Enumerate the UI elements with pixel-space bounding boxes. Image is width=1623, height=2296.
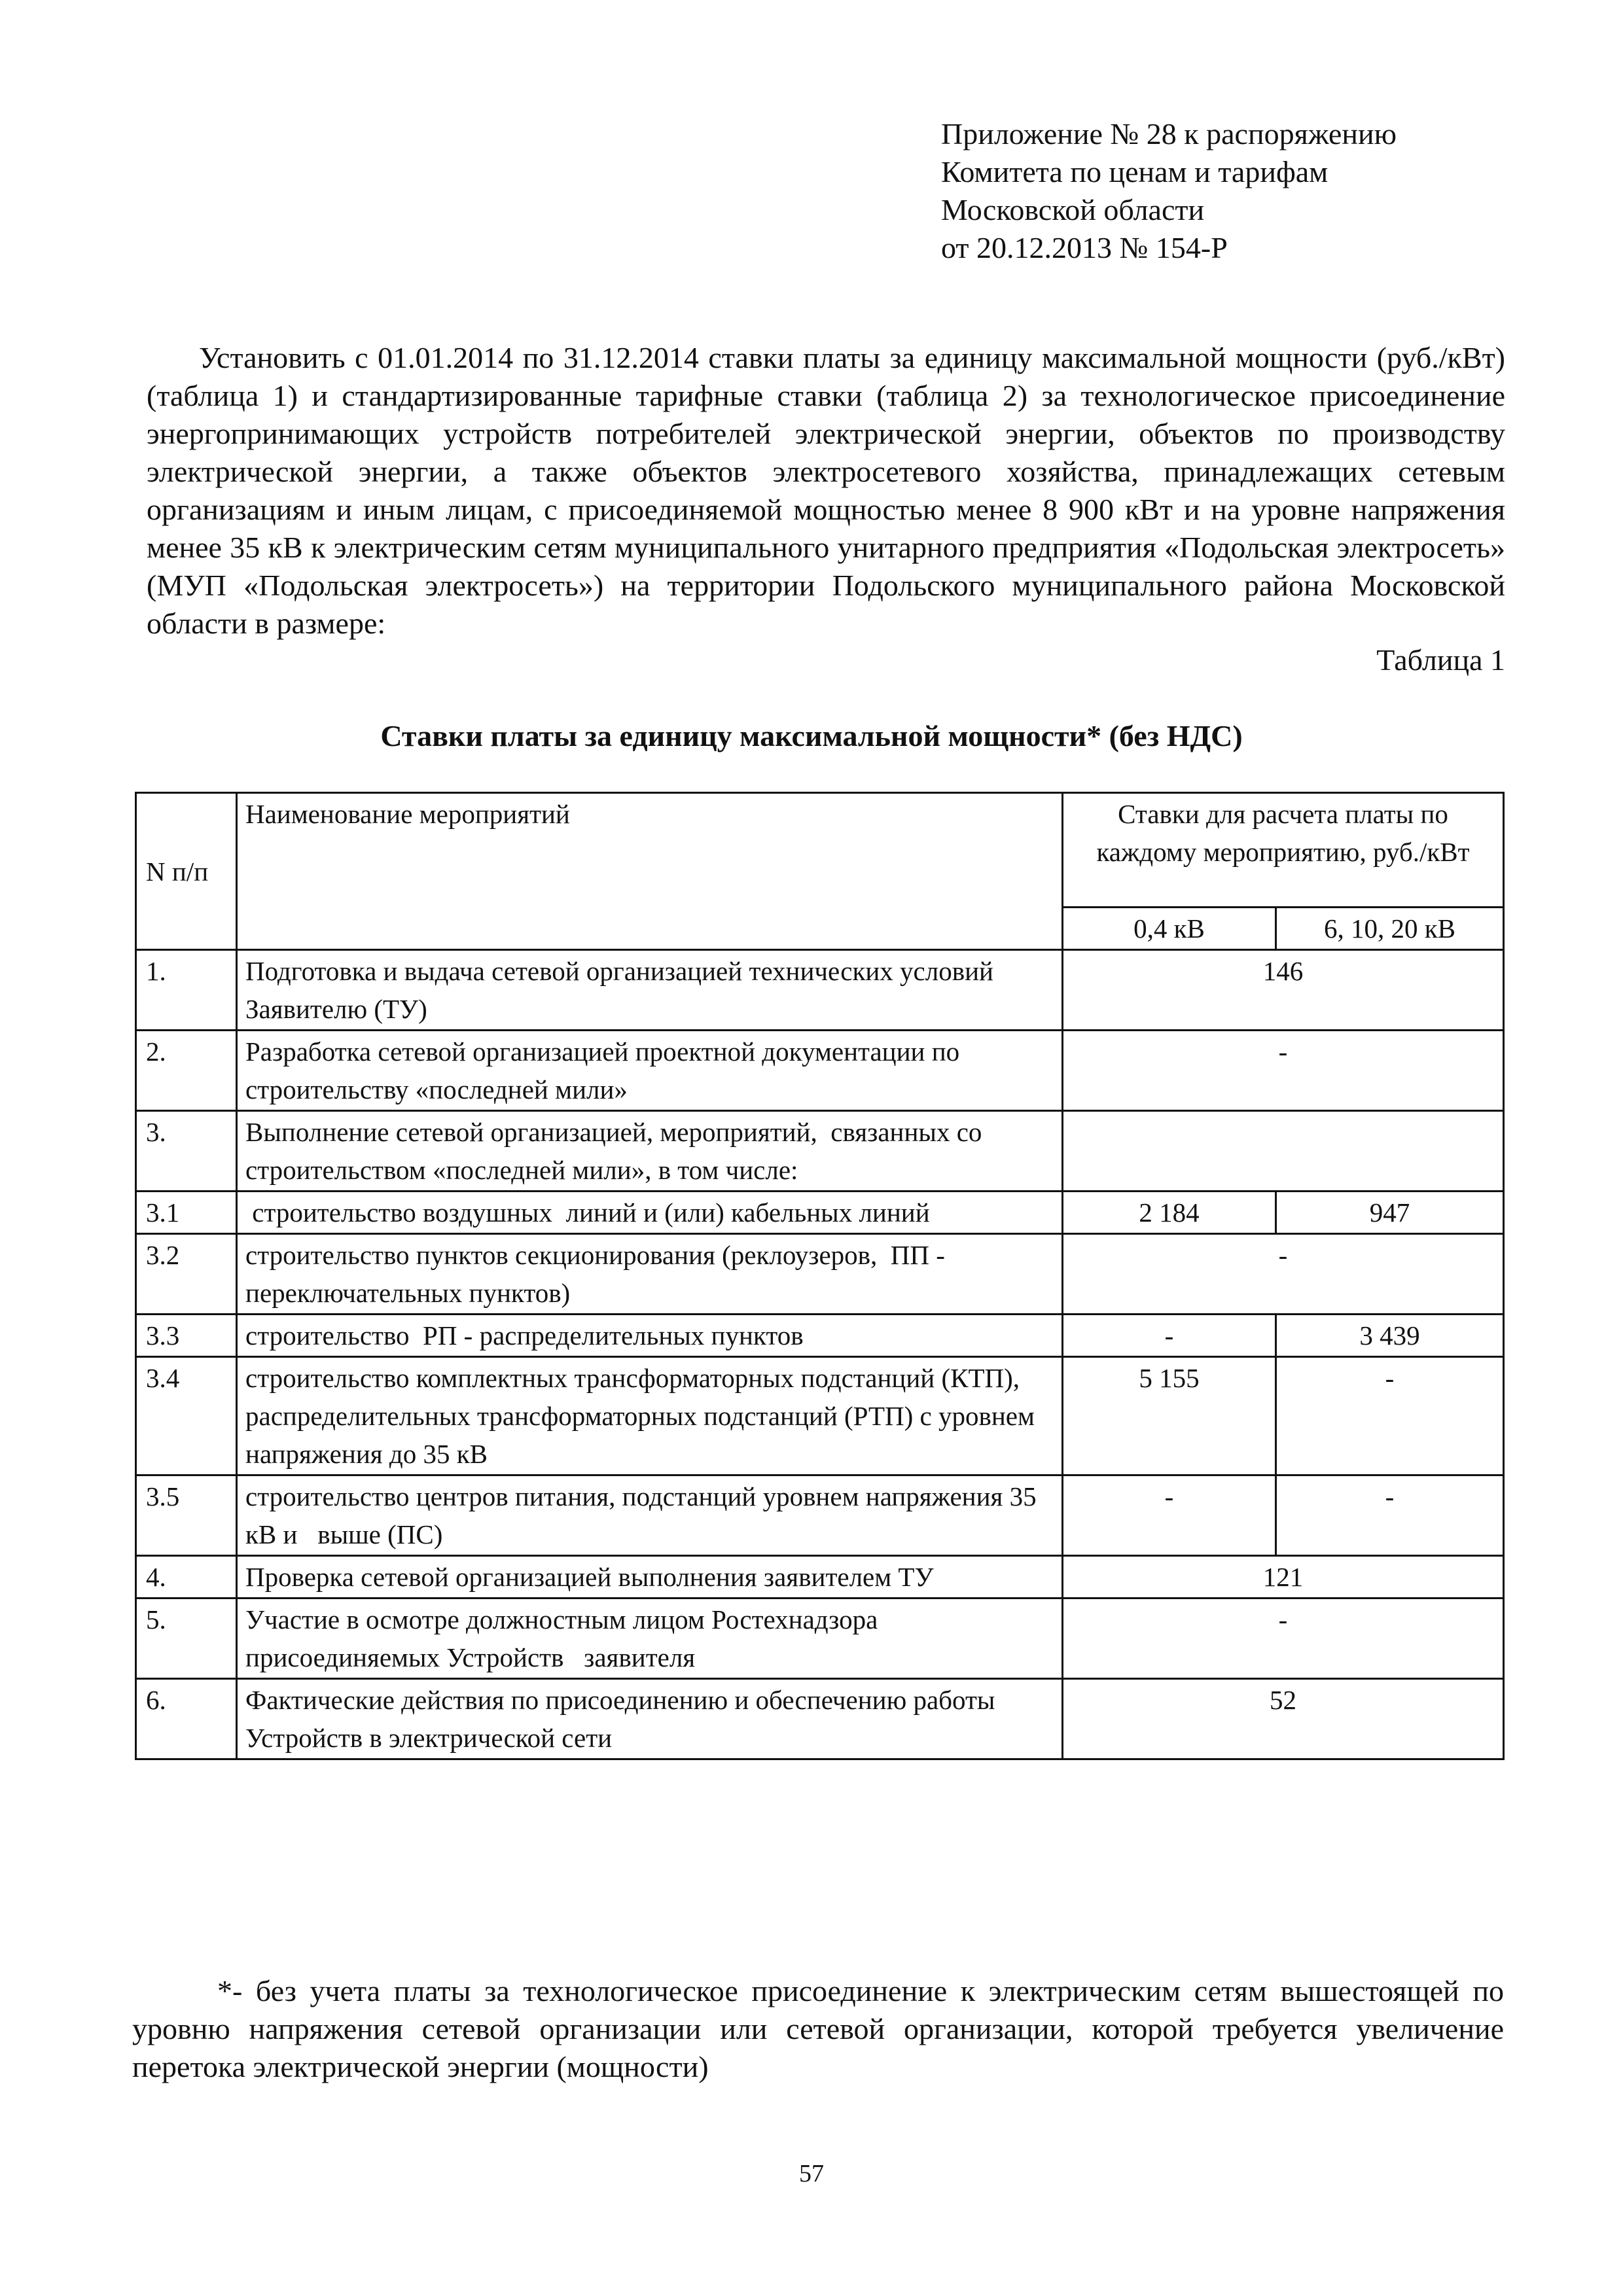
header-line: Комитета по ценам и тарифам — [941, 155, 1329, 188]
document-header — [941, 115, 1397, 267]
table-row — [136, 1234, 1504, 1315]
header-num-cell: N п/п — [136, 793, 237, 950]
table-header-row — [136, 793, 1504, 908]
row-number-cell: 3. — [136, 1111, 237, 1192]
row-number-cell: 3.2 — [136, 1234, 237, 1315]
table-row — [136, 1031, 1504, 1111]
row-name-cell: строительство комплектных трансформаторных подстанций (КТП), распределительных трансформаторных подстанций (РТП) с уровнем напряжения до 35 кВ — [237, 1357, 1063, 1475]
row-name-cell: строительство воздушных линий и (или) кабельных линий — [237, 1192, 1063, 1234]
table-row — [136, 1192, 1504, 1234]
header-voltage-04: 0,4 кВ — [1063, 908, 1276, 950]
table-row — [136, 1556, 1504, 1598]
row-rate-merged-cell: - — [1063, 1598, 1504, 1679]
row-name-cell: строительство пунктов секционирования (реклоузеров, ПП - переключательных пунктов) — [237, 1234, 1063, 1315]
table-row — [136, 1679, 1504, 1759]
row-number-cell: 3.1 — [136, 1192, 237, 1234]
row-name-cell: Подготовка и выдача сетевой организацией технических условий Заявителю (ТУ) — [237, 950, 1063, 1031]
table-row — [136, 950, 1504, 1031]
row-number-cell: 6. — [136, 1679, 237, 1759]
row-number-cell: 1. — [136, 950, 237, 1031]
header-line: Московской области — [941, 193, 1205, 226]
row-rate-04-cell: - — [1063, 1315, 1276, 1357]
header-line: Приложение № 28 к распоряжению — [941, 117, 1397, 150]
row-rate-6-20-cell: - — [1276, 1357, 1504, 1475]
row-rate-04-cell: 5 155 — [1063, 1357, 1276, 1475]
row-rate-6-20-cell: - — [1276, 1475, 1504, 1556]
footnote: *- без учета платы за технологическое присоединение к электрическим сетям вышестоящей по уровню напряжения сетевой организации или сетевой организации, которой требуется увеличение перетока электрической энергии (мощности) — [132, 1974, 1504, 2083]
intro-paragraph: Установить с 01.01.2014 по 31.12.2014 ставки платы за единицу максимальной мощности (руб./кВт) (таблица 1) и стандартизированные тарифные ставки (таблица 2) за технологическое присоединение энергопринимающих устройств потребителей электрической энергии, объектов по производству электрической энергии, а также объектов электросетевого хозяйства, принадлежащих сетевым организациям и иным лицам, с присоединяемой мощностью менее 8 900 кВт и на уровне напряжения менее 35 кВ к электрическим сетям муниципального унитарного предприятия «Подольская электросеть» (МУП «Подольская электросеть») на территории Подольского муниципального района Московской области в размере: — [147, 341, 1505, 640]
row-rate-merged-cell — [1063, 1111, 1504, 1192]
row-number-cell: 3.4 — [136, 1357, 237, 1475]
row-name-cell: Разработка сетевой организацией проектной документации по строительству «последней мили» — [237, 1031, 1063, 1111]
header-voltage-6-20: 6, 10, 20 кВ — [1276, 908, 1504, 950]
row-rate-04-cell: - — [1063, 1475, 1276, 1556]
row-rate-merged-cell: 52 — [1063, 1679, 1504, 1759]
table-label: Таблица 1 — [1376, 643, 1505, 677]
row-rate-04-cell: 2 184 — [1063, 1192, 1276, 1234]
table-row — [136, 1315, 1504, 1357]
row-name-cell: Проверка сетевой организацией выполнения заявителем ТУ — [237, 1556, 1063, 1598]
row-number-cell: 2. — [136, 1031, 237, 1111]
table-row — [136, 1357, 1504, 1475]
row-rate-merged-cell: - — [1063, 1031, 1504, 1111]
table-row — [136, 1598, 1504, 1679]
row-rate-6-20-cell: 3 439 — [1276, 1315, 1504, 1357]
row-rate-6-20-cell: 947 — [1276, 1192, 1504, 1234]
row-number-cell: 5. — [136, 1598, 237, 1679]
row-rate-merged-cell: 146 — [1063, 950, 1504, 1031]
page-number: 57 — [799, 2160, 824, 2187]
rates-table — [135, 792, 1505, 1760]
row-name-cell: строительство РП - распределительных пунктов — [237, 1315, 1063, 1357]
table-title: Ставки платы за единицу максимальной мощности* (без НДС) — [380, 719, 1243, 752]
row-rate-merged-cell: - — [1063, 1234, 1504, 1315]
table-row — [136, 1111, 1504, 1192]
header-rates-cell: Ставки для расчета платы по каждому мероприятию, руб./кВт — [1063, 793, 1504, 908]
row-rate-merged-cell: 121 — [1063, 1556, 1504, 1598]
table-row — [136, 1475, 1504, 1556]
row-name-cell: Фактические действия по присоединению и обеспечению работы Устройств в электрической сети — [237, 1679, 1063, 1759]
row-number-cell: 4. — [136, 1556, 237, 1598]
row-name-cell: Выполнение сетевой организацией, мероприятий, связанных со строительством «последней мили», в том числе: — [237, 1111, 1063, 1192]
row-number-cell: 3.5 — [136, 1475, 237, 1556]
header-line: от 20.12.2013 № 154-Р — [941, 231, 1228, 264]
row-name-cell: строительство центров питания, подстанций уровнем напряжения 35 кВ и выше (ПС) — [237, 1475, 1063, 1556]
header-name-cell: Наименование мероприятий — [237, 793, 1063, 950]
row-name-cell: Участие в осмотре должностным лицом Ростехнадзора присоединяемых Устройств заявителя — [237, 1598, 1063, 1679]
row-number-cell: 3.3 — [136, 1315, 237, 1357]
